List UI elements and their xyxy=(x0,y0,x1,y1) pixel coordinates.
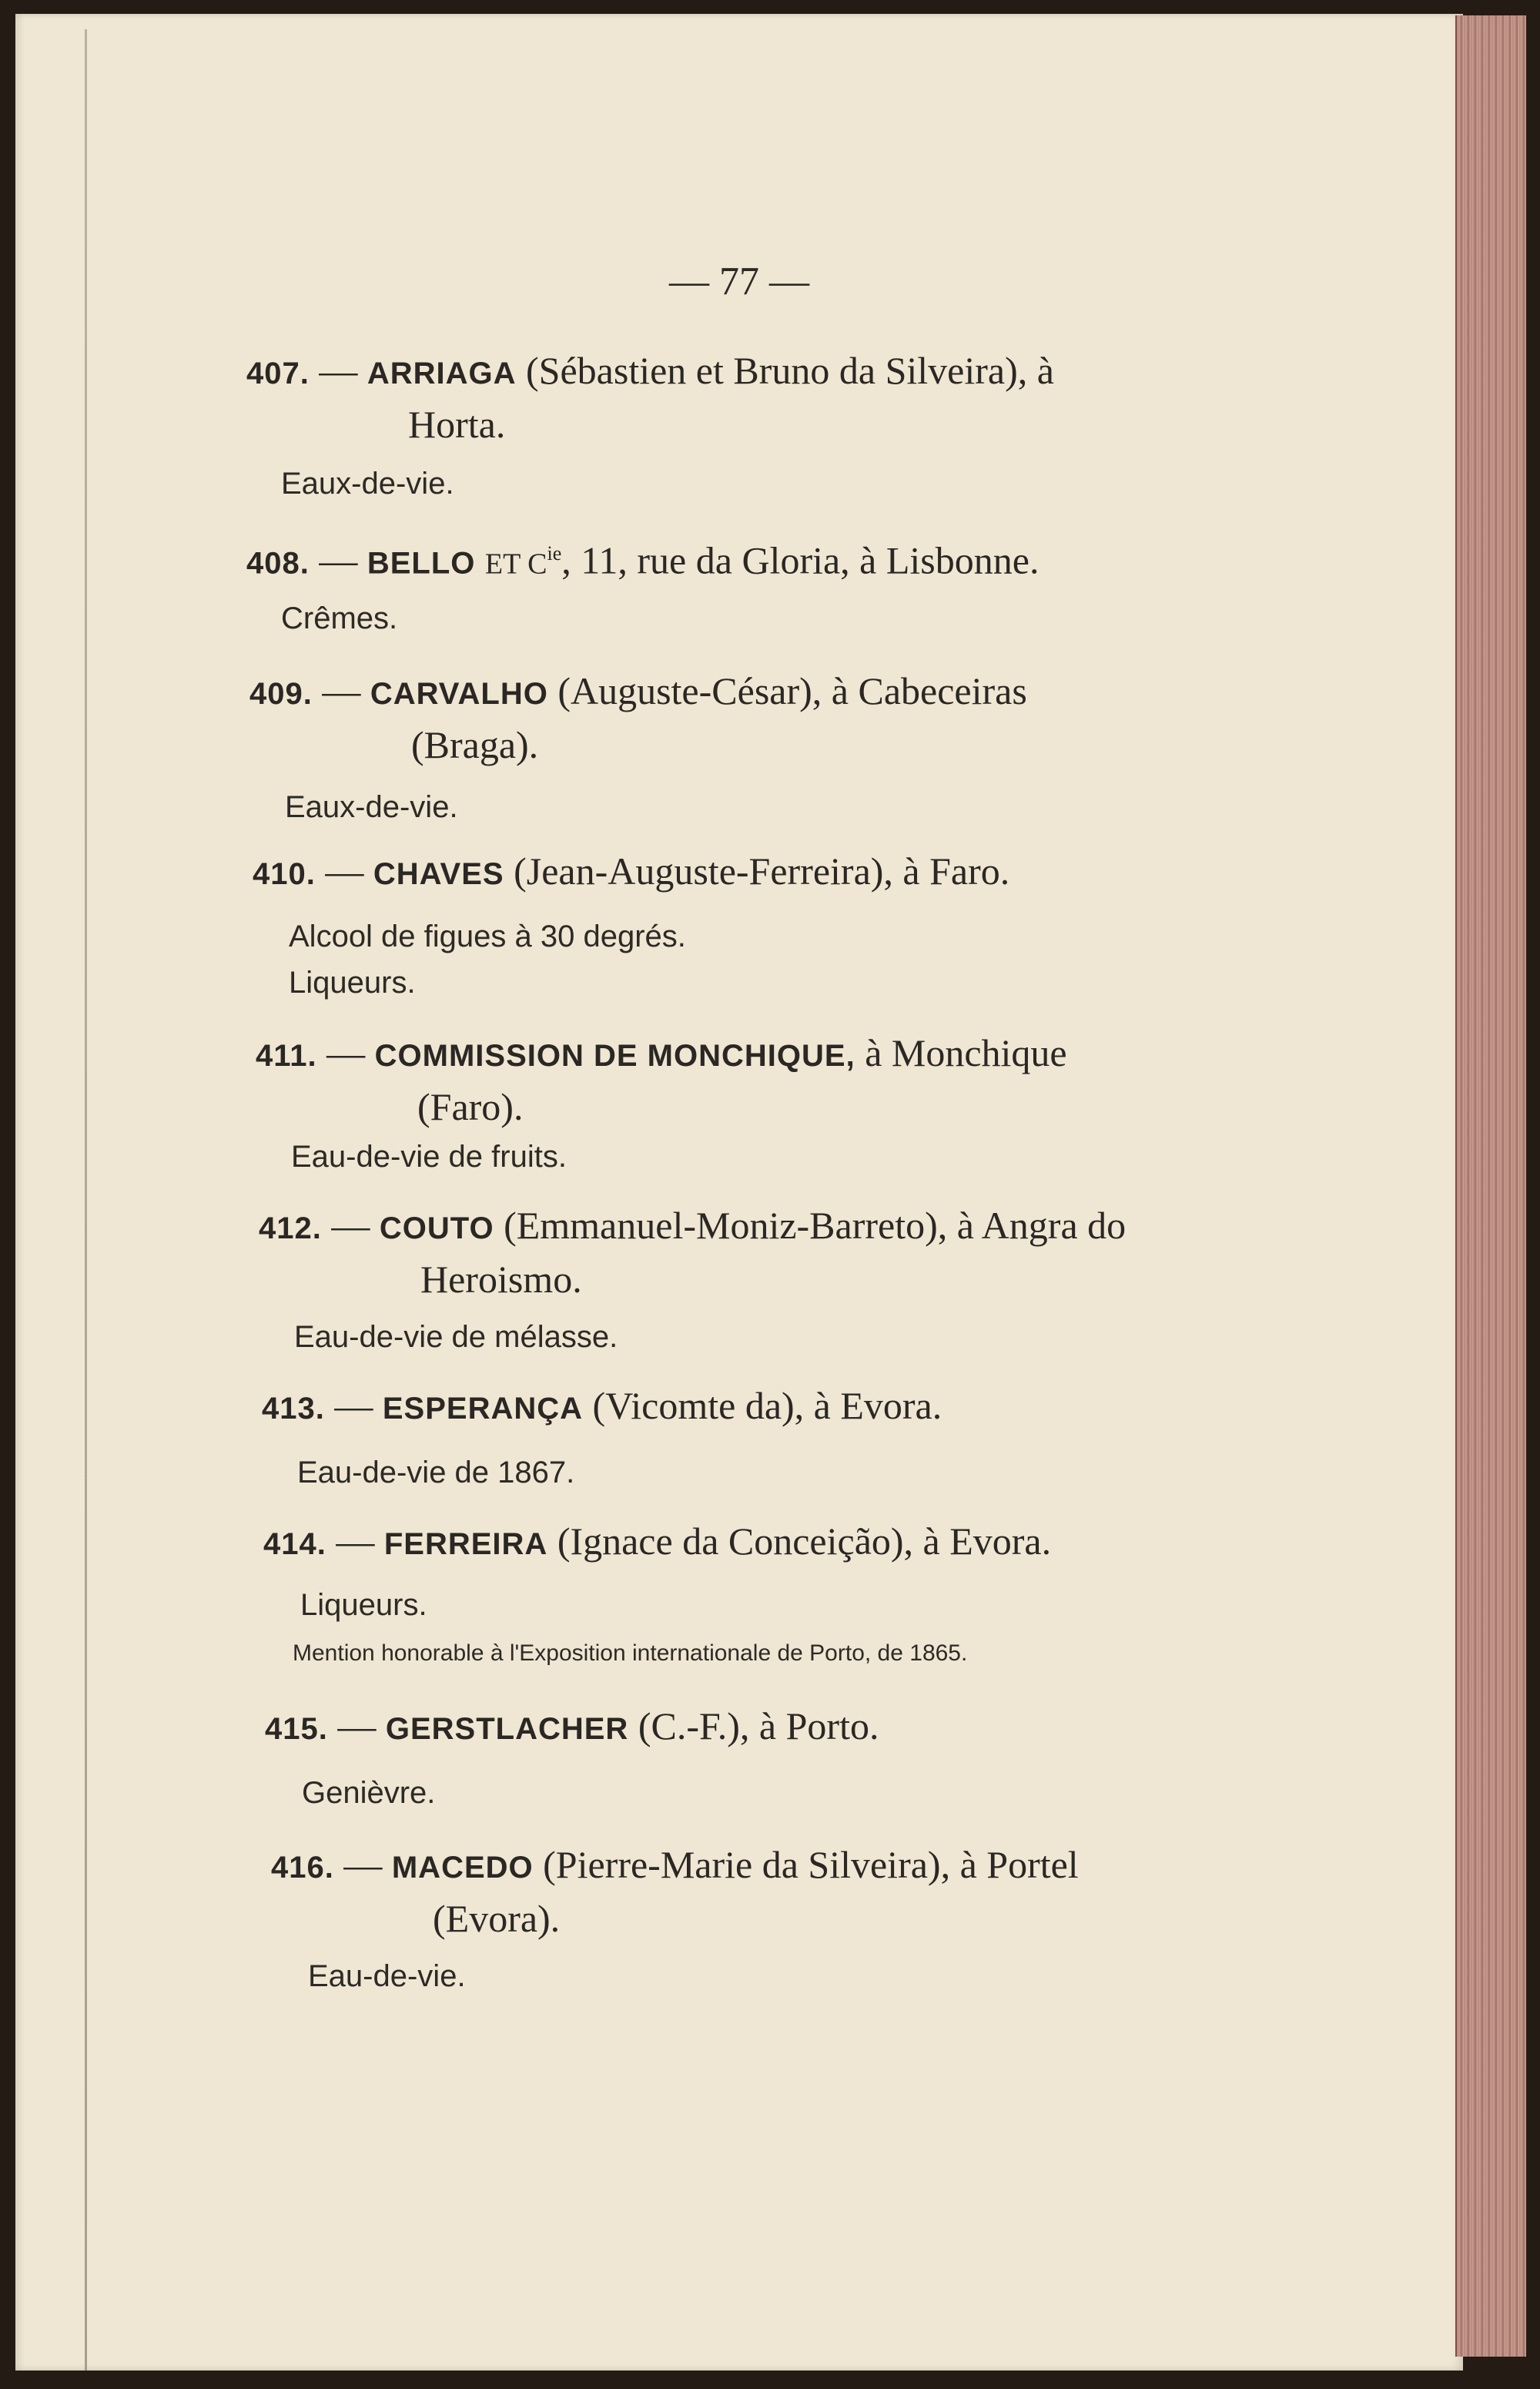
entry-number: 412. xyxy=(259,1211,322,1245)
entry-description: Liqueurs. xyxy=(300,1588,427,1622)
exhibitor-name: CHAVES xyxy=(373,857,504,891)
entry-number: 411. xyxy=(256,1039,317,1073)
entry-description: Eau-de-vie de mélasse. xyxy=(294,1320,618,1354)
exhibitor-details: (Vicomte da), à Evora. xyxy=(592,1384,942,1427)
entry-415 xyxy=(265,1700,1281,1754)
entry-dash: — xyxy=(319,538,358,582)
entry-dash: — xyxy=(336,1520,375,1563)
company-suffix-superscript: ie xyxy=(547,542,562,565)
entry-description: Eaux-de-vie. xyxy=(281,467,454,501)
entry-description: Eau-de-vie. xyxy=(308,1959,466,1993)
entry-dash: — xyxy=(326,1031,366,1074)
exhibitor-name: MACEDO xyxy=(391,1851,534,1885)
entry-407 xyxy=(246,345,1263,450)
exhibitor-name: BELLO xyxy=(367,546,476,581)
exhibitor-name: GERSTLACHER xyxy=(385,1712,629,1746)
entry-dash: — xyxy=(319,349,358,392)
entry-414 xyxy=(263,1516,1280,1570)
exhibitor-details: (Sébastien et Bruno da Silveira), à xyxy=(526,349,1054,392)
entry-410 xyxy=(253,846,1269,900)
exhibitor-name: CARVALHO xyxy=(370,677,548,711)
entry-continuation: (Evora). xyxy=(433,1897,561,1940)
entry-dash: — xyxy=(331,1204,370,1247)
exhibitor-name: ARRIAGA xyxy=(367,357,517,390)
entry-description: Liqueurs. xyxy=(289,966,416,1000)
exhibitor-details: (Jean-Auguste-Ferreira), à Faro. xyxy=(514,849,1010,893)
entry-dash: — xyxy=(322,669,361,712)
entry-413 xyxy=(262,1380,1278,1434)
entry-number: 416. xyxy=(271,1851,334,1885)
entry-number: 407. xyxy=(246,357,310,390)
exhibitor-details: , 11, rue da Gloria, à Lisbonne. xyxy=(561,538,1040,582)
entry-continuation: Horta. xyxy=(408,403,506,446)
exhibitor-details: (Pierre-Marie da Silveira), à Portel xyxy=(543,1843,1079,1886)
page-edges xyxy=(1455,15,1526,2357)
entry-number: 410. xyxy=(253,857,316,891)
entry-number: 414. xyxy=(263,1527,326,1561)
award-note: Mention honorable à l'Exposition internationale de Porto, de 1865. xyxy=(293,1640,968,1666)
entry-408 xyxy=(246,528,1263,590)
entry-416 xyxy=(271,1839,1287,1944)
exhibitor-details: (C.-F.), à Porto. xyxy=(638,1704,879,1747)
exhibitor-name: FERREIRA xyxy=(383,1527,548,1561)
entry-description: Genièvre. xyxy=(302,1776,436,1810)
binding-gutter xyxy=(85,29,87,2371)
entry-continuation: (Braga). xyxy=(411,723,539,766)
entry-number: 408. xyxy=(246,546,310,581)
entry-continuation: Heroismo. xyxy=(420,1258,582,1301)
entry-dash: — xyxy=(334,1384,373,1427)
entry-description: Eau-de-vie de fruits. xyxy=(291,1140,567,1174)
entry-number: 409. xyxy=(249,677,313,711)
entry-number: 413. xyxy=(262,1392,325,1426)
company-suffix: ET C xyxy=(484,548,547,581)
exhibitor-details: (Ignace da Conceição), à Evora. xyxy=(557,1520,1052,1563)
entry-dash: — xyxy=(325,849,364,893)
entry-dash: — xyxy=(343,1843,383,1886)
book-page xyxy=(15,14,1463,2371)
page-number: — 77 — xyxy=(669,260,809,303)
entry-description: Alcool de figues à 30 degrés. xyxy=(289,920,686,953)
entry-description: Eaux-de-vie. xyxy=(285,790,458,824)
entry-continuation: (Faro). xyxy=(417,1085,524,1128)
entry-description: Eau-de-vie de 1867. xyxy=(297,1456,575,1489)
entry-409 xyxy=(249,665,1266,770)
exhibitor-details: (Auguste-César), à Cabeceiras xyxy=(557,669,1027,712)
entry-dash: — xyxy=(337,1704,377,1747)
entry-411 xyxy=(256,1027,1272,1132)
entry-description: Crêmes. xyxy=(281,601,398,635)
exhibitor-details: (Emmanuel-Moniz-Barreto), à Angra do xyxy=(504,1204,1127,1247)
entry-412 xyxy=(259,1200,1275,1305)
entry-number: 415. xyxy=(265,1712,328,1746)
exhibitor-name: COMMISSION DE MONCHIQUE, xyxy=(374,1039,855,1073)
exhibitor-details: à Monchique xyxy=(865,1031,1067,1074)
exhibitor-name: ESPERANÇA xyxy=(382,1392,584,1426)
exhibitor-name: COUTO xyxy=(379,1211,494,1245)
